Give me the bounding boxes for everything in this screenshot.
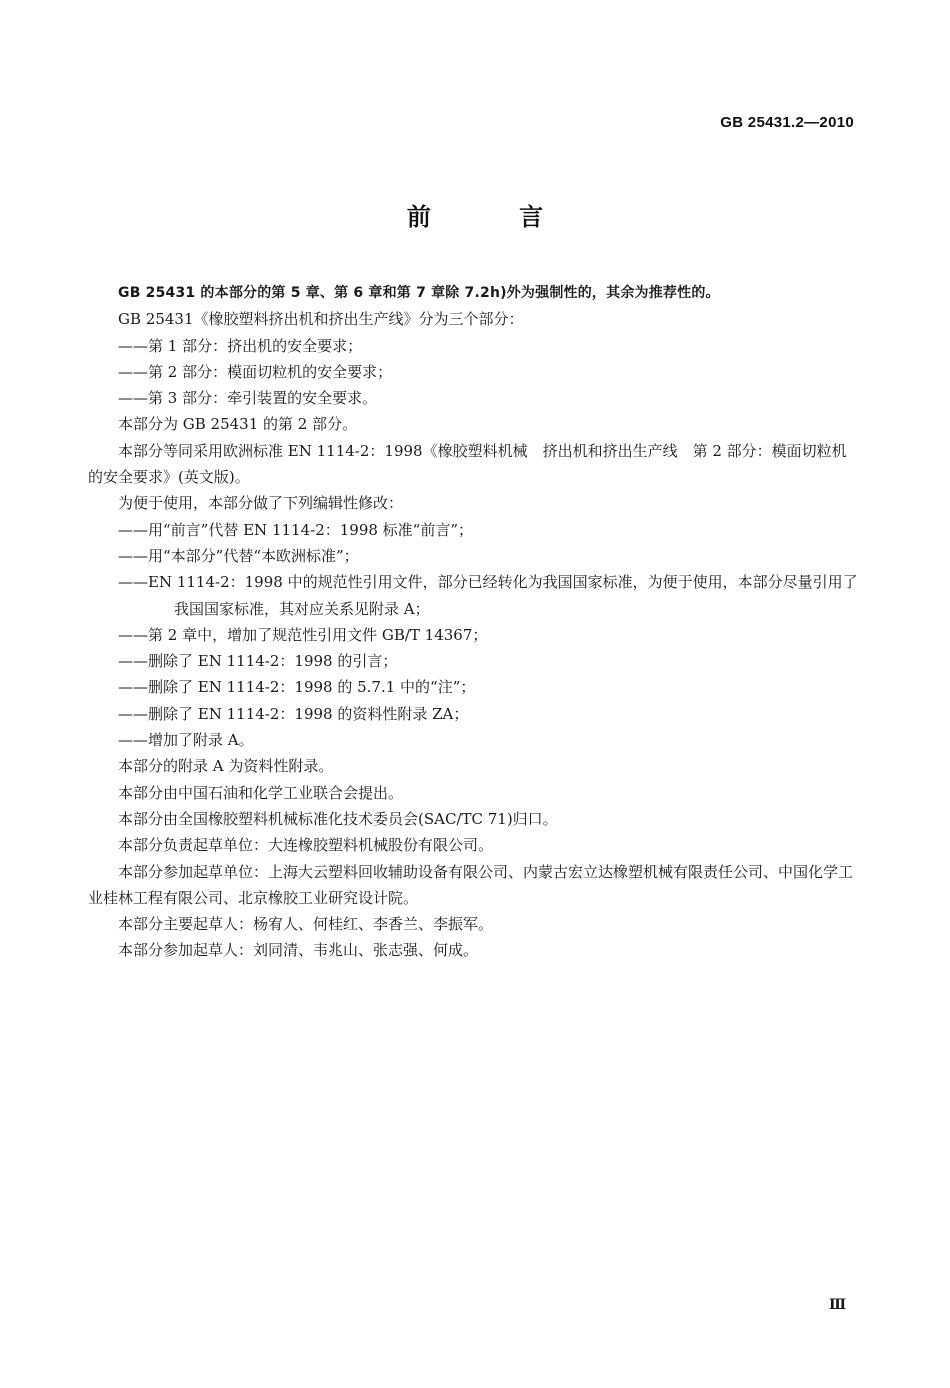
list-item: ——删除了 EN 1114-2：1998 的引言；	[118, 652, 398, 671]
list-item: ——用“前言”代替 EN 1114-2：1998 标准“前言”；	[118, 520, 474, 539]
paragraph: 本部分参加起草人：刘同清、韦兆山、张志强、何成。	[118, 941, 479, 960]
paragraph: 本部分等同采用欧洲标准 EN 1114-2：1998《橡胶塑料机械 挤出机和挤出生产线 第 2 部分：模面切粒机的安全要求》(英文版)。	[88, 441, 847, 487]
paragraph: 本部分由中国石油和化学工业联合会提出。	[118, 783, 404, 802]
paragraph: 本部分为 GB 25431 的第 2 部分。	[118, 415, 358, 434]
list-item: ——增加了附录 A。	[118, 731, 254, 750]
list-item: ——第 2 部分：模面切粒机的安全要求；	[118, 362, 393, 381]
paragraph: GB 25431《橡胶塑料挤出机和挤出生产线》分为三个部分：	[118, 310, 524, 329]
paragraph: 本部分由全国橡胶塑料机械标准化技术委员会(SAC/TC 71)归口。	[118, 809, 558, 828]
page-title: 前 言	[406, 203, 584, 231]
list-item: ——用“本部分”代替“本欧洲标准”；	[118, 546, 359, 565]
paragraph: 本部分主要起草人：杨宥人、何桂红、李香兰、李振军。	[118, 915, 494, 934]
list-item-text: ——EN 1114-2：1998 中的规范性引用文件，部分已经转化为我国国家标准，为便于使用，本部分尽量引用了我国国家标准，其对应关系见附录 A；	[118, 573, 858, 618]
list-item	[88, 569, 858, 622]
list-item: ——删除了 EN 1114-2：1998 的 5.7.1 中的“注”；	[118, 678, 476, 697]
paragraph: 为便于使用，本部分做了下列编辑性修改：	[118, 494, 404, 513]
paragraph: 本部分参加起草单位：上海大云塑料回收辅助设备有限公司、内蒙古宏立达橡塑机械有限责任公司、中国化学工业桂林工程有限公司、北京橡胶工业研究设计院。	[88, 862, 854, 907]
mandatory-statement: GB 25431 的本部分的第 5 章、第 6 章和第 7 章除 7.2h)外为强制性的，其余为推荐性的。	[118, 285, 720, 301]
list-item: ——删除了 EN 1114-2：1998 的资料性附录 ZA；	[118, 704, 469, 723]
list-item: ——第 1 部分：挤出机的安全要求；	[118, 336, 363, 355]
standard-code: GB 25431.2—2010	[720, 114, 854, 131]
list-item: ——第 2 章中，增加了规范性引用文件 GB/T 14367；	[118, 625, 488, 644]
page-number: Ⅲ	[828, 1297, 846, 1313]
paragraph: 本部分负责起草单位：大连橡胶塑料机械股份有限公司。	[118, 836, 494, 855]
list-item: ——第 3 部分：牵引装置的安全要求。	[118, 389, 378, 408]
paragraph: 本部分的附录 A 为资料性附录。	[118, 757, 334, 776]
foreword-body	[88, 280, 858, 964]
